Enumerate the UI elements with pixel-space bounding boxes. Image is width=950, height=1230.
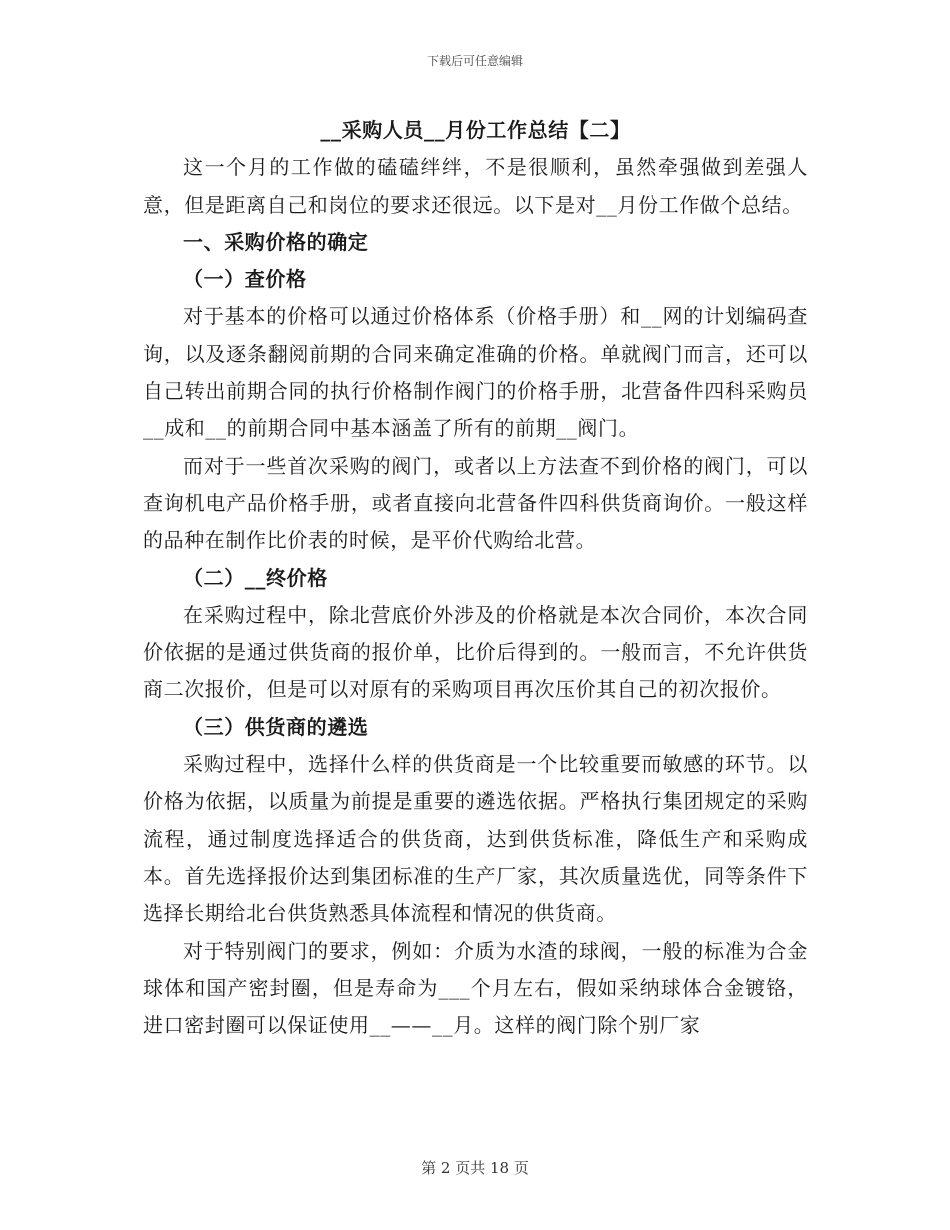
- paragraph-supplier-selection: 采购过程中，选择什么样的供货商是一个比较重要而敏感的环节。以价格为依据，以质量为前提是重要的遴选依据。严格执行集团规定的采购流程，通过制度选择适合的供货商，达到供货标准，降低生产和采购成本。首先选择报价达到集团标准的生产厂家，其次质量选优，同等条件下选择长期给北台供货熟悉具体流程和情况的供货商。: [143, 752, 808, 926]
- document-title: __采购人员__月份工作总结【二】: [320, 118, 631, 142]
- section-heading-price: 一、采购价格的确定: [183, 229, 369, 254]
- paragraph-first-purchase: 而对于一些首次采购的阀门，或者以上方法查不到价格的阀门，可以查询机电产品价格手册，或者直接向北营备件四科供货商询价。一般这样的品种在制作比价表的时候，是平价代购给北营。: [143, 453, 808, 553]
- paragraph-intro: 这一个月的工作做的磕磕绊绊，不是很顺利，虽然牵强做到差强人意，但是距离自己和岗位的要求还很远。以下是对__月份工作做个总结。: [143, 155, 808, 217]
- document-body: [143, 112, 808, 1044]
- paragraph-special-valves: 对于特别阀门的要求，例如：介质为水渣的球阀，一般的标准为合金球体和国产密封圈，但是寿命为___个月左右，假如采纳球体合金镀铬，进口密封圈可以保证使用__——__月。这样的阀门除个别厂家: [143, 938, 808, 1038]
- page-footer: 第 2 页共 18 页: [421, 1159, 529, 1177]
- paragraph-final-price: 在采购过程中，除北营底价外涉及的价格就是本次合同价，本次合同价依据的是通过供货商的报价单，比价后得到的。一般而言，不允许供货商二次报价，但是可以对原有的采购项目再次压价其自己的初次报价。: [143, 602, 808, 702]
- paragraph-check-price: 对于基本的价格可以通过价格体系（价格手册）和__网的计划编码查询，以及逐条翻阅前期的合同来确定准确的价格。单就阀门而言，还可以自己转出前期合同的执行价格制作阀门的价格手册，北营备件四科采购员__成和__的前期合同中基本涵盖了所有的前期__阀门。: [143, 304, 808, 441]
- subsection-heading-check-price: （一）查价格: [183, 267, 307, 292]
- subsection-heading-supplier-selection: （三）供货商的遴选: [183, 714, 369, 739]
- page-header: 下载后可任意编辑: [426, 54, 523, 68]
- subsection-heading-final-price: （二）__终价格: [183, 565, 328, 590]
